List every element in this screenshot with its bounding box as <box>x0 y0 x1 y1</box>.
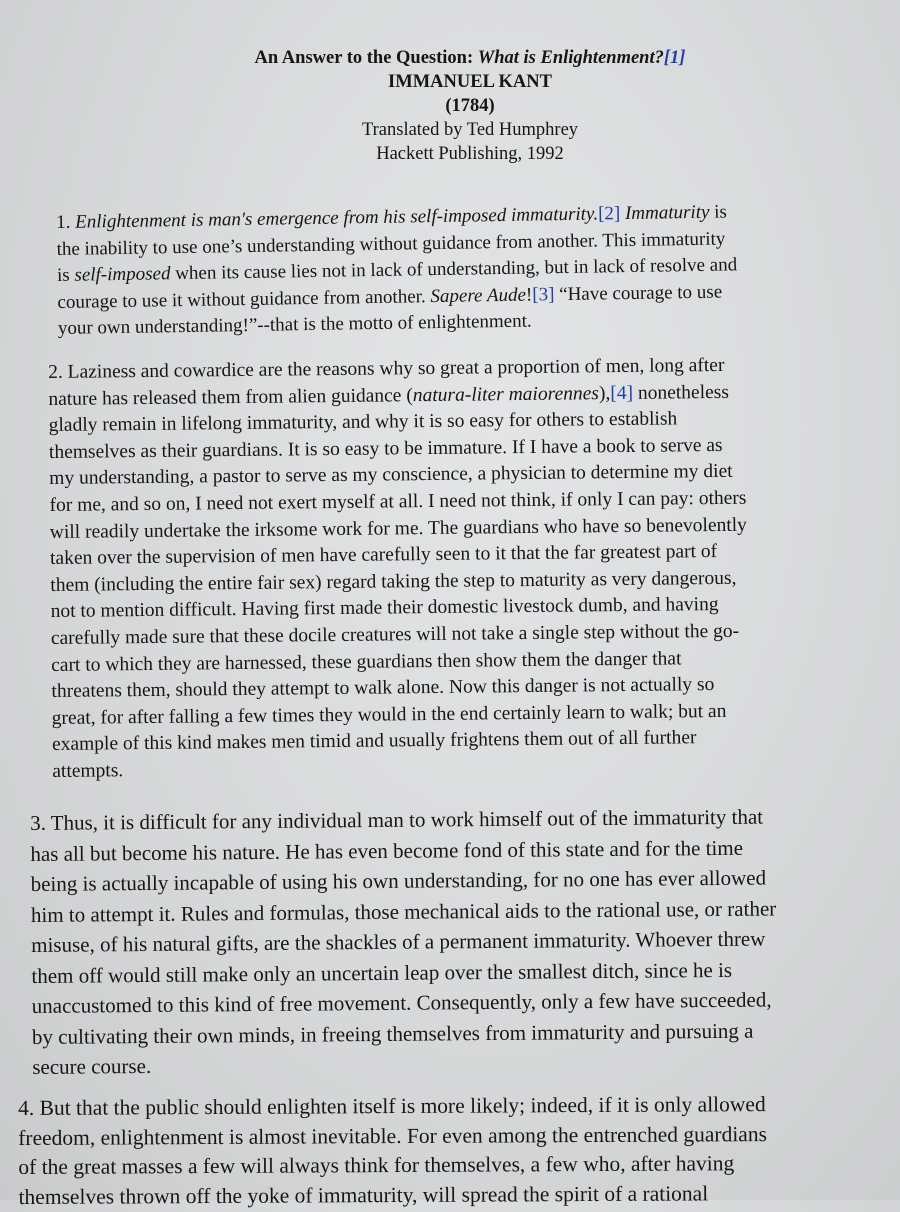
text-line: him to attempt it. Rules and formulas, those mechanical aids to the rational use, or rather <box>30 895 777 927</box>
text-line: attempts. <box>52 760 124 782</box>
publication-year: (1784) <box>445 96 495 116</box>
text-line: cart to which they are harnessed, these guardians then show them the danger that <box>51 647 682 676</box>
text-line: gladly remain in lifelong immaturity, and why it is so easy for others to establish <box>48 408 678 437</box>
text-segment: when its cause lies not in lack of understanding, but in lack of resolve and <box>170 254 738 285</box>
text-line: them (including the entire fair sex) regard taking the step to maturity as very dangerous, <box>50 567 737 596</box>
text-line: by cultivating their own minds, in freeing themselves from immaturity and pursuing a <box>31 1018 754 1049</box>
italic-phrase: Sapere Aude <box>430 284 527 307</box>
footnote-link-3[interactable]: [3] <box>532 283 555 306</box>
text-segment: courage to use it without guidance from another. <box>57 285 431 313</box>
italic-phrase: Enlightenment is man's emergence from his self-imposed immaturity. <box>75 203 599 233</box>
text-line: not to mention difficult. Having first made their domestic livestock dumb, and having <box>50 594 719 623</box>
publisher-line: Hackett Publishing, 1992 <box>376 144 564 164</box>
text-line: themselves as their guardians. It is so easy to be immature. If I have a book to serve as <box>48 434 723 463</box>
text-line: 2. Laziness and cowardice are the reasons why so great a proportion of men, long after <box>48 354 725 383</box>
text-line: freedom, enlightenment is almost inevitable. For even among the entrenched guardians <box>18 1121 767 1150</box>
text-line: will readily undertake the irksome work for me. The guardians who have so benevolently <box>49 514 747 543</box>
text-line: of the great masses a few will always think for themselves, a few who, after having <box>18 1151 735 1179</box>
text-line: being is actually incapable of using his own understanding, for no one has ever allowed <box>30 865 767 896</box>
text-line: my understanding, a pastor to serve as my conscience, a physician to determine my diet <box>49 461 733 490</box>
text-line: unaccustomed to this kind of free movement. Consequently, only a few have succeeded, <box>31 987 772 1018</box>
translator-line: Translated by Ted Humphrey <box>361 120 579 140</box>
text-line: 3. Thus, it is difficult for any individual man to work himself out of the immaturity that <box>30 804 764 835</box>
paragraph-3 <box>30 801 778 1082</box>
text-line: example of this kind makes men timid and usually frightens them out of all further <box>51 727 697 756</box>
text-line: the inability to use one’s understanding without guidance from another. This immaturity <box>56 227 726 260</box>
text-segment: is <box>56 264 75 286</box>
text-segment: nature has released them from alien guidance ( <box>48 384 413 410</box>
italic-phrase: Immaturity <box>624 201 710 225</box>
text-line: threatens them, should they attempt to walk alone. Now this danger is not actually so <box>51 674 715 703</box>
author-name: IMMANUEL KANT <box>388 72 552 92</box>
text-segment: “Have courage to use <box>554 281 723 305</box>
paragraph-1 <box>56 199 738 342</box>
paragraph-number: 1. <box>56 211 76 233</box>
text-line: great, for after falling a few times they would in the end certainly learn to walk; but an <box>51 700 727 729</box>
footnote-link-4[interactable]: [4] <box>610 382 634 404</box>
text-line: has all but become his nature. He has even become fond of this state and for the time <box>30 835 744 866</box>
italic-phrase: natura-liter maiorennes <box>412 382 600 406</box>
text-segment: is <box>709 201 728 223</box>
text-line: your own understanding!”--that is the motto of enlightenment. <box>57 310 532 339</box>
text-segment: ), <box>598 382 611 404</box>
text-segment: ! <box>525 284 533 306</box>
title-italic: What is Enlightenment? <box>477 48 664 68</box>
text-line: carefully made sure that these docile creatures will not take a single step without the go- <box>50 620 740 649</box>
footnote-link-1[interactable]: [1] <box>663 48 686 68</box>
text-line: for me, and so on, I need not exert myself at all. I need not think, if only I can pay: others <box>49 487 747 516</box>
text-line: themselves thrown off the yoke of immaturity, will spread the spirit of a rational <box>18 1180 709 1209</box>
text-line: taken over the supervision of men have carefully seen to it that the far greatest part of <box>49 541 718 570</box>
footnote-link-2[interactable]: [2] <box>597 203 621 225</box>
text-line: misuse, of his natural gifts, are the shackles of a permanent immaturity. Whoever threw <box>31 926 766 957</box>
title-prefix: An Answer to the Question: <box>254 48 478 68</box>
title-line <box>130 46 810 70</box>
paragraph-2 <box>48 353 750 786</box>
paragraph-4 <box>18 1090 767 1212</box>
text-line: 4. But that the public should enlighten itself is more likely; indeed, if it is only allowed <box>18 1092 766 1120</box>
text-line: secure course. <box>32 1053 152 1079</box>
text-line: them off would still make only an uncertain leap over the smallest ditch, since he is <box>31 957 733 988</box>
italic-phrase: self-imposed <box>74 263 171 286</box>
document-header <box>130 46 810 166</box>
text-segment: nonetheless <box>632 381 729 404</box>
